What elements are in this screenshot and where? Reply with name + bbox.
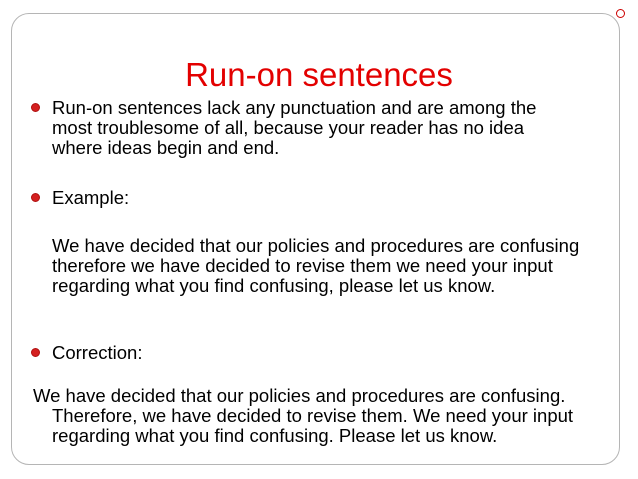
bullet-definition: Run-on sentences lack any punctuation and are among the most troublesome of all, because your reader has no idea where ideas begin and end. bbox=[52, 97, 537, 158]
correction-text-rest: Therefore, we have decided to revise them. We need your input regarding what you find confusing. Please let us know. bbox=[52, 405, 574, 446]
bullet-dot-icon bbox=[31, 193, 40, 202]
bullet-dot-icon bbox=[31, 348, 40, 357]
bullet-correction-label: Correction: bbox=[52, 342, 143, 363]
example-text: We have decided that our policies and procedures are confusing therefore we have decided to revise them we need your input regarding what you find confusing, please let us know. bbox=[52, 235, 580, 296]
correction-line-first: We have decided that our policies and procedures are confusing. bbox=[33, 385, 566, 406]
corner-circle-icon bbox=[616, 9, 625, 18]
bullet-example-label: Example: bbox=[52, 187, 130, 208]
slide-title: Run-on sentences bbox=[185, 56, 453, 93]
bullet-dot-icon bbox=[31, 103, 40, 112]
